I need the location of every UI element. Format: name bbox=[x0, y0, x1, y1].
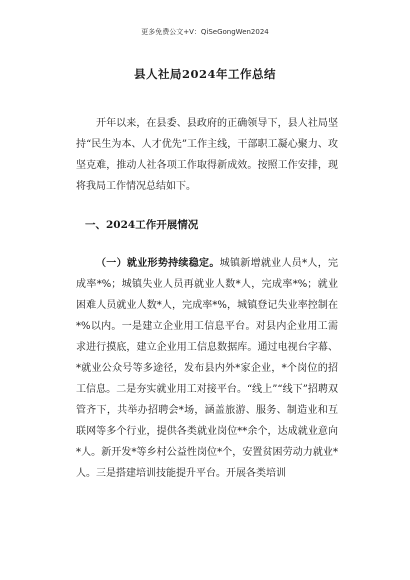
subsection-heading: （一）就业形势持续稳定。 bbox=[96, 258, 220, 269]
header-note: 更多免费公文+V：QiSeGongWen2024 bbox=[141, 28, 269, 36]
document-title: 县人社局2024年工作总结 bbox=[133, 67, 276, 81]
subsection-body: 城镇新增就业人员*人，完成率*%；城镇失业人员再就业人数*人，完成率*%；就业困难人员就业人数*人，完成率*%，城镇登记失业率控制在*%以内。一是建立企业用工信息平台。对县内企业用工需求进行摸底，建立企业用工信息数据库。通过电视台字幕、*就业公众号等多途径，发布县内外*家企业，*个岗位的招工信息。二是夯实就业用工对接平台。“线上”“线下”招聘双管齐下，共举办招聘会*场，涵盖旅游、服务、制造业和互联网等多个行业，提供各类就业岗位**余个，达成就业意向*人。新开发*等乡村公益性岗位*个，安置贫困劳动力就业*人。三是搭建培训技能提升平台。开展各类培训 bbox=[76, 258, 339, 479]
body-paragraph bbox=[76, 253, 338, 484]
section-heading: 一、2024工作开展情况 bbox=[85, 219, 199, 231]
intro-paragraph: 开年以来，在县委、县政府的正确领导下，县人社局坚持“民生为本、人才优先”工作主线，干部职工凝心聚力、攻坚克难，推动人社各项工作取得新成效。按照工作安排，现将我局工作情况总结如下。 bbox=[76, 118, 338, 192]
